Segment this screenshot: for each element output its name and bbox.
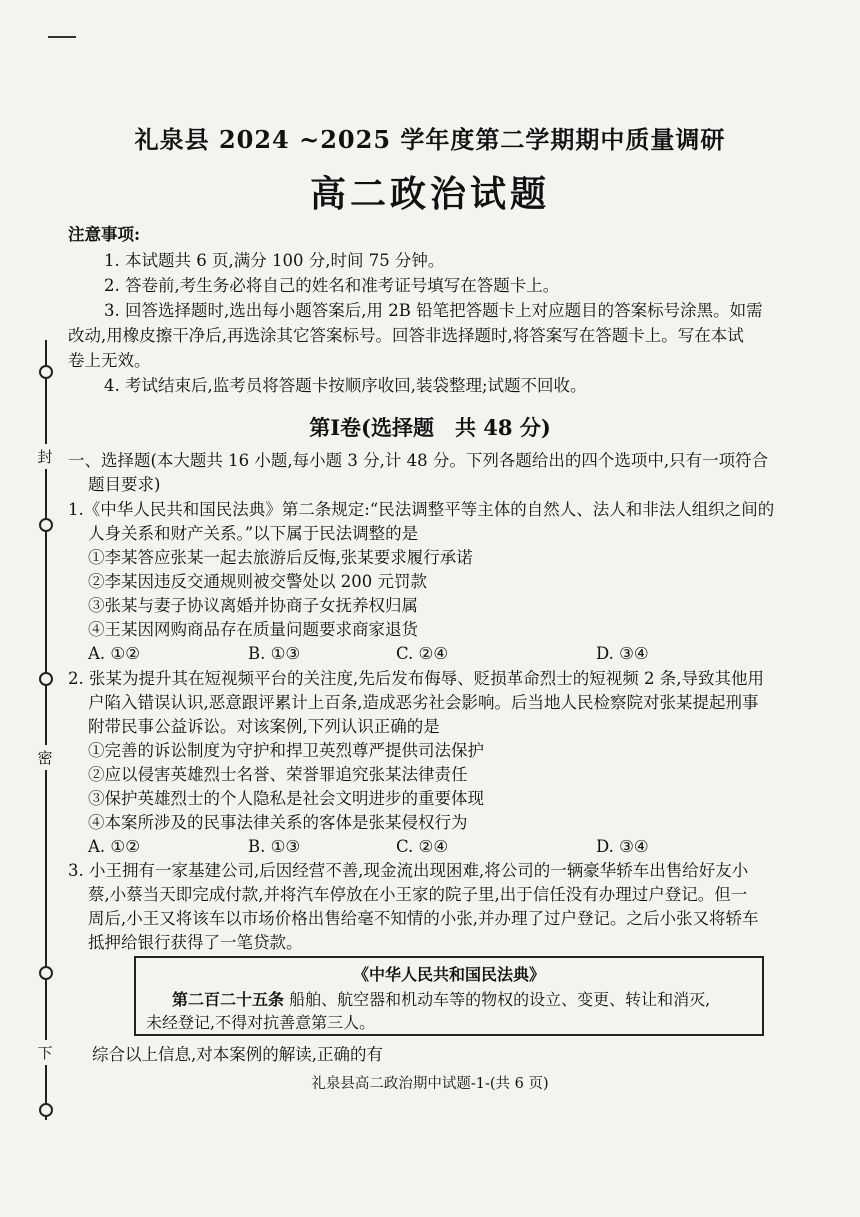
notice-heading: 注意事项: [68,225,141,244]
notice-item: 1. 本试题共 6 页,满分 100 分,时间 75 分钟。 [104,251,445,270]
q2-item: ①完善的诉讼制度为守护和捍卫英烈尊严提供司法保护 [88,741,484,760]
notice-item: 改动,用橡皮擦干净后,再选涂其它答案标号。回答非选择题时,将答案写在答题卡上。写在本试 [68,326,744,345]
q1-option-d[interactable]: D. ③④ [596,644,649,663]
corner-mark [48,36,76,38]
q3-stem: 周后,小王又将该车以市场价格出售给毫不知情的小张,并办理了过户登记。之后小张又将轿车 [88,909,759,928]
q2-item: ②应以侵害英雄烈士名誉、荣誉罪追究张某法律责任 [88,765,468,784]
q1-item: ④王某因网购商品存在质量问题要求商家退货 [88,620,418,639]
section-title: 第Ⅰ卷(选择题 共 48 分) [309,415,551,440]
q1-option-a[interactable]: A. ①② [88,644,140,663]
q1-option-c[interactable]: C. ②④ [396,644,449,663]
q3-stem: 抵押给银行获得了一笔贷款。 [88,933,303,952]
binding-label-mi: 密 [32,745,58,770]
q1-stem: 1.《中华人民共和国民法典》第二条规定:“民法调整平等主体的自然人、法人和非法人组织之间的 [68,500,775,519]
notice-item: 2. 答卷前,考生务必将自己的姓名和准考证号填写在答题卡上。 [104,276,560,295]
q3-stem: 蔡,小蔡当天即完成付款,并将汽车停放在小王家的院子里,出于信任没有办理过户登记。但一 [88,885,748,904]
binding-label-xia: 下 [32,1040,58,1065]
q1-stem: 人身关系和财产关系。”以下属于民法调整的是 [88,524,419,543]
q2-stem: 附带民事公益诉讼。对该案例,下列认识正确的是 [88,717,440,736]
law-title: 《中华人民共和国民法典》 [352,965,545,984]
q2-stem: 户陷入错误认识,恶意跟评累计上百条,造成恶劣社会影响。后当地人民检察院对张某提起刑事 [88,693,759,712]
section-instruction: 一、选择题(本大题共 16 小题,每小题 3 分,计 48 分。下列各题给出的四个选项中,只有一项符合 [68,451,769,470]
q1-option-b[interactable]: B. ①③ [248,644,301,663]
q1-item: ①李某答应张某一起去旅游后反悔,张某要求履行承诺 [88,548,473,567]
q2-option-b[interactable]: B. ①③ [248,837,301,856]
q2-item: ③保护英雄烈士的个人隐私是社会文明进步的重要体现 [88,789,484,808]
q3-tail: 综合以上信息,对本案例的解读,正确的有 [92,1045,383,1064]
binding-circle [39,672,53,686]
binding-circle [39,518,53,532]
binding-circle [39,966,53,980]
q2-option-a[interactable]: A. ①② [88,837,140,856]
section-instruction: 题目要求) [88,475,161,494]
q2-option-d[interactable]: D. ③④ [596,837,649,856]
notice-item: 4. 考试结束后,监考员将答题卡按顺序收回,装袋整理;试题不回收。 [104,376,587,395]
notice-item: 卷上无效。 [68,351,151,370]
law-text: 船舶、航空器和机动车等的物权的设立、变更、转让和消灭, [284,990,711,1009]
binding-label-feng: 封 [32,444,58,469]
law-excerpt-box [134,956,764,1036]
binding-circle [39,365,53,379]
q1-item: ②李某因违反交通规则被交警处以 200 元罚款 [88,572,427,591]
q1-item: ③张某与妻子协议离婚并协商子女抚养权归属 [88,596,418,615]
law-text: 未经登记,不得对抗善意第三人。 [146,1013,376,1032]
q2-option-c[interactable]: C. ②④ [396,837,449,856]
q2-stem: 2. 张某为提升其在短视频平台的关注度,先后发布侮辱、贬损革命烈士的短视频 2 条,导致其他用 [68,669,764,688]
page-footer: 礼泉县高二政治期中试题-1-(共 6 页) [311,1076,549,1092]
notice-item: 3. 回答选择题时,选出每小题答案后,用 2B 铅笔把答题卡上对应题目的答案标号涂黑。如需 [104,301,763,320]
exam-title: 高二政治试题 [309,173,550,215]
law-article-number: 第二百二十五条 [172,990,285,1009]
q2-item: ④本案所涉及的民事法律关系的客体是张某侵权行为 [88,813,468,832]
q3-stem: 3. 小王拥有一家基建公司,后因经营不善,现金流出现困难,将公司的一辆豪华轿车出售给好友小 [68,861,749,880]
law-body [146,988,756,1034]
binding-circle [39,1103,53,1117]
exam-subtitle: 礼泉县 2024 ~2025 学年度第二学期期中质量调研 [134,125,726,154]
